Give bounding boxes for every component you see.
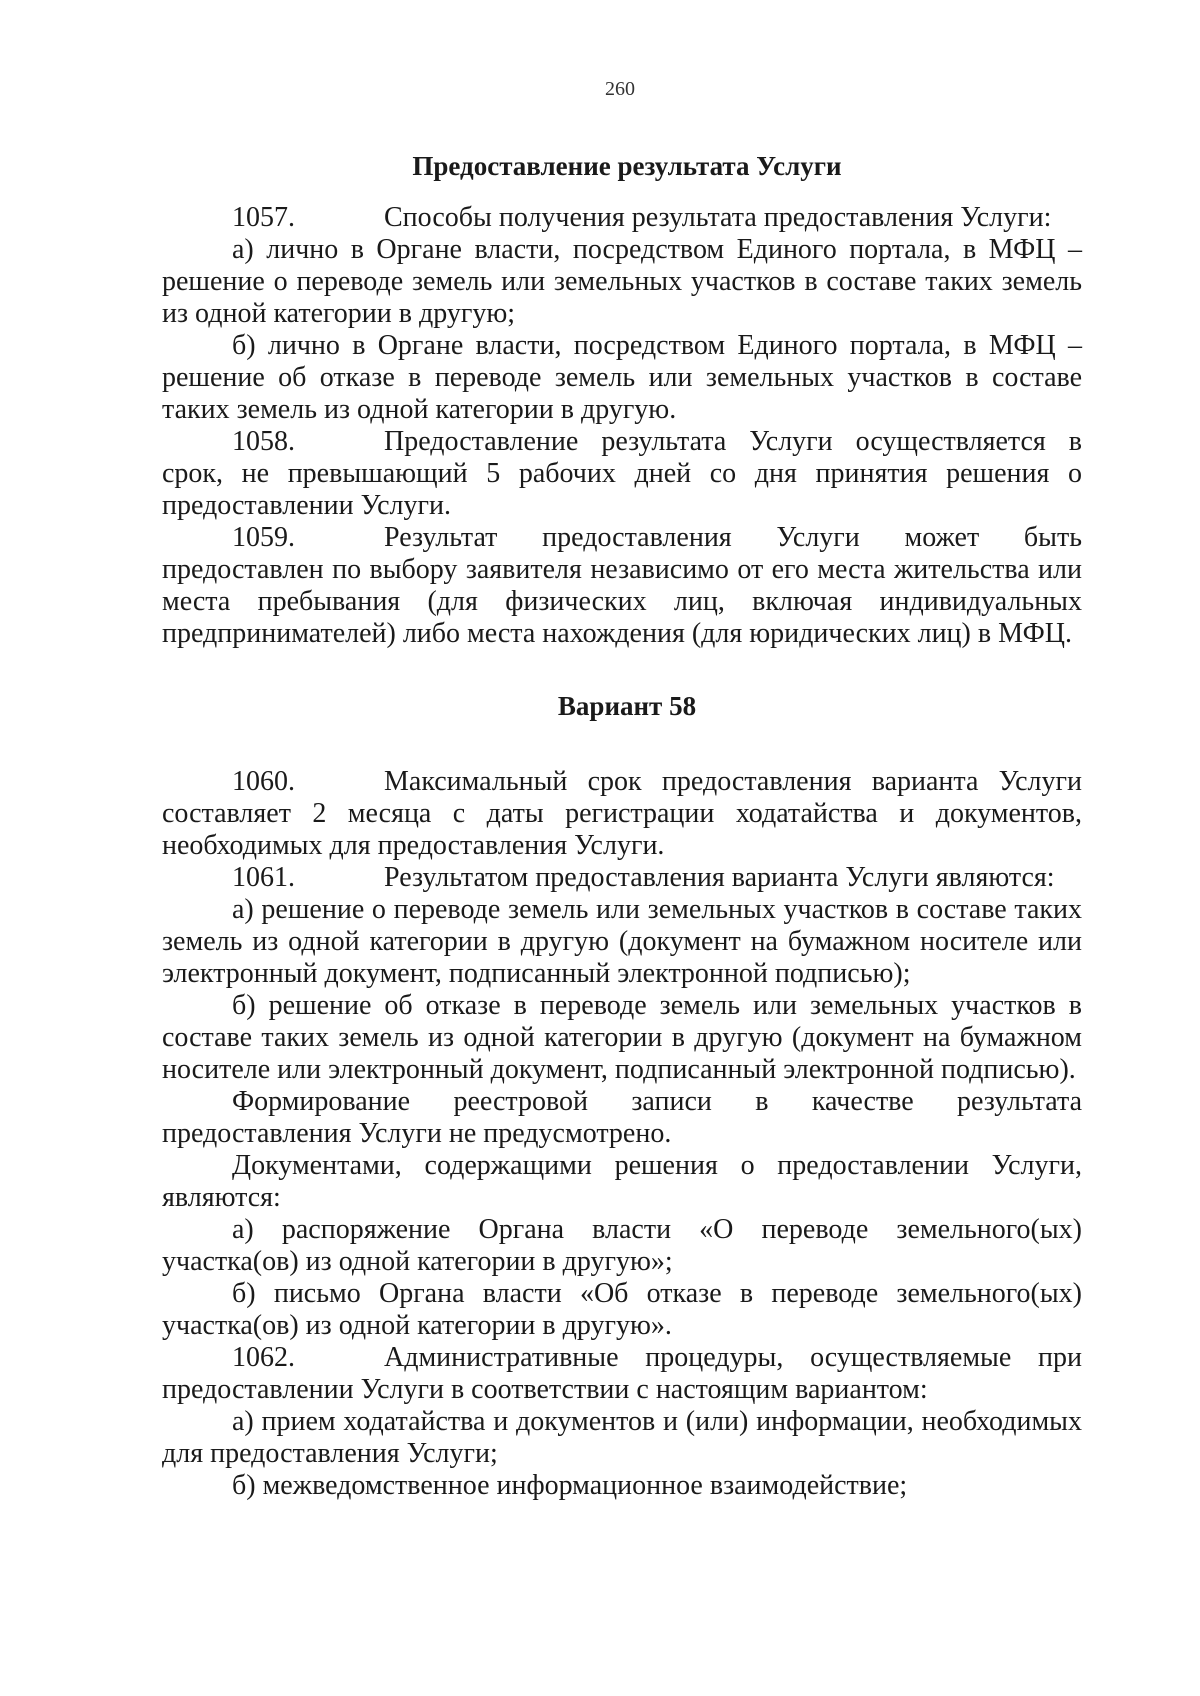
clause-text: Результатом предоставления варианта Услуги являются: bbox=[384, 862, 1055, 893]
clause-number: 1057. bbox=[232, 202, 295, 233]
section-heading: Предоставление результата Услуги bbox=[412, 151, 842, 181]
clause-text: Административные процедуры, осуществляемые при предоставлении Услуги в соответствии с настоящим вариантом: bbox=[162, 1342, 1082, 1405]
page-number: 260 bbox=[605, 78, 635, 100]
procedure-item-a: а) прием ходатайства и документов и (или) информации, необходимых для предоставления Услуги; bbox=[162, 1406, 1082, 1469]
sub-item-a: а) лично в Органе власти, посредством Единого портала, в МФЦ – решение о переводе земель или земельных участков в составе таких земель из одной категории в другую; bbox=[162, 234, 1082, 329]
clause-1061 bbox=[162, 862, 1082, 894]
procedure-item-b: б) межведомственное информационное взаимодействие; bbox=[232, 1470, 908, 1501]
clause-number: 1059. bbox=[232, 522, 295, 553]
clause-text: Результат предоставления Услуги может быть предоставлен по выбору заявителя независимо от его места жительства или места пребывания (для физических лиц, включая индивидуальных предпринимателей) либо места нахождения (для юридических лиц) в МФЦ. bbox=[162, 522, 1082, 649]
sub-item-b: б) лично в Органе власти, посредством Единого портала, в МФЦ – решение об отказе в переводе земель или земельных участков в составе таких земель из одной категории в другую. bbox=[162, 330, 1082, 425]
sub-item-a: а) решение о переводе земель или земельных участков в составе таких земель из одной категории в другую (документ на бумажном носителе или электронный документ, подписанный электронной подписью); bbox=[162, 894, 1082, 989]
documents-intro: Документами, содержащими решения о предоставлении Услуги, являются: bbox=[162, 1150, 1082, 1213]
sub-item-b: б) решение об отказе в переводе земель или земельных участков в составе таких земель из одной категории в другую (документ на бумажном носителе или электронный документ, подписанный электронной подписью). bbox=[162, 990, 1082, 1085]
clause-number: 1060. bbox=[232, 766, 295, 797]
clause-number: 1058. bbox=[232, 426, 295, 457]
registry-note: Формирование реестровой записи в качестве результата предоставления Услуги не предусмотрено. bbox=[162, 1086, 1082, 1149]
variant-heading: Вариант 58 bbox=[557, 691, 697, 721]
clause-1060 bbox=[162, 766, 1082, 862]
clause-number: 1062. bbox=[232, 1342, 295, 1373]
clause-1057 bbox=[162, 202, 1082, 234]
document-body bbox=[162, 150, 1082, 1502]
clause-text: Способы получения результата предоставления Услуги: bbox=[384, 202, 1052, 233]
clause-1062 bbox=[162, 1342, 1082, 1406]
document-item-b: б) письмо Органа власти «Об отказе в переводе земельного(ых) участка(ов) из одной категории в другую». bbox=[162, 1278, 1082, 1341]
clause-text: Предоставление результата Услуги осуществляется в срок, не превышающий 5 рабочих дней со дня принятия решения о предоставлении Услуги. bbox=[162, 426, 1082, 521]
clause-text: Максимальный срок предоставления варианта Услуги составляет 2 месяца с даты регистрации ходатайства и документов, необходимых для предоставления Услуги. bbox=[162, 766, 1082, 861]
clause-1058 bbox=[162, 426, 1082, 522]
clause-1059 bbox=[162, 522, 1082, 650]
clause-number: 1061. bbox=[232, 862, 295, 893]
document-item-a: а) распоряжение Органа власти «О переводе земельного(ых) участка(ов) из одной категории в другую»; bbox=[162, 1214, 1082, 1277]
